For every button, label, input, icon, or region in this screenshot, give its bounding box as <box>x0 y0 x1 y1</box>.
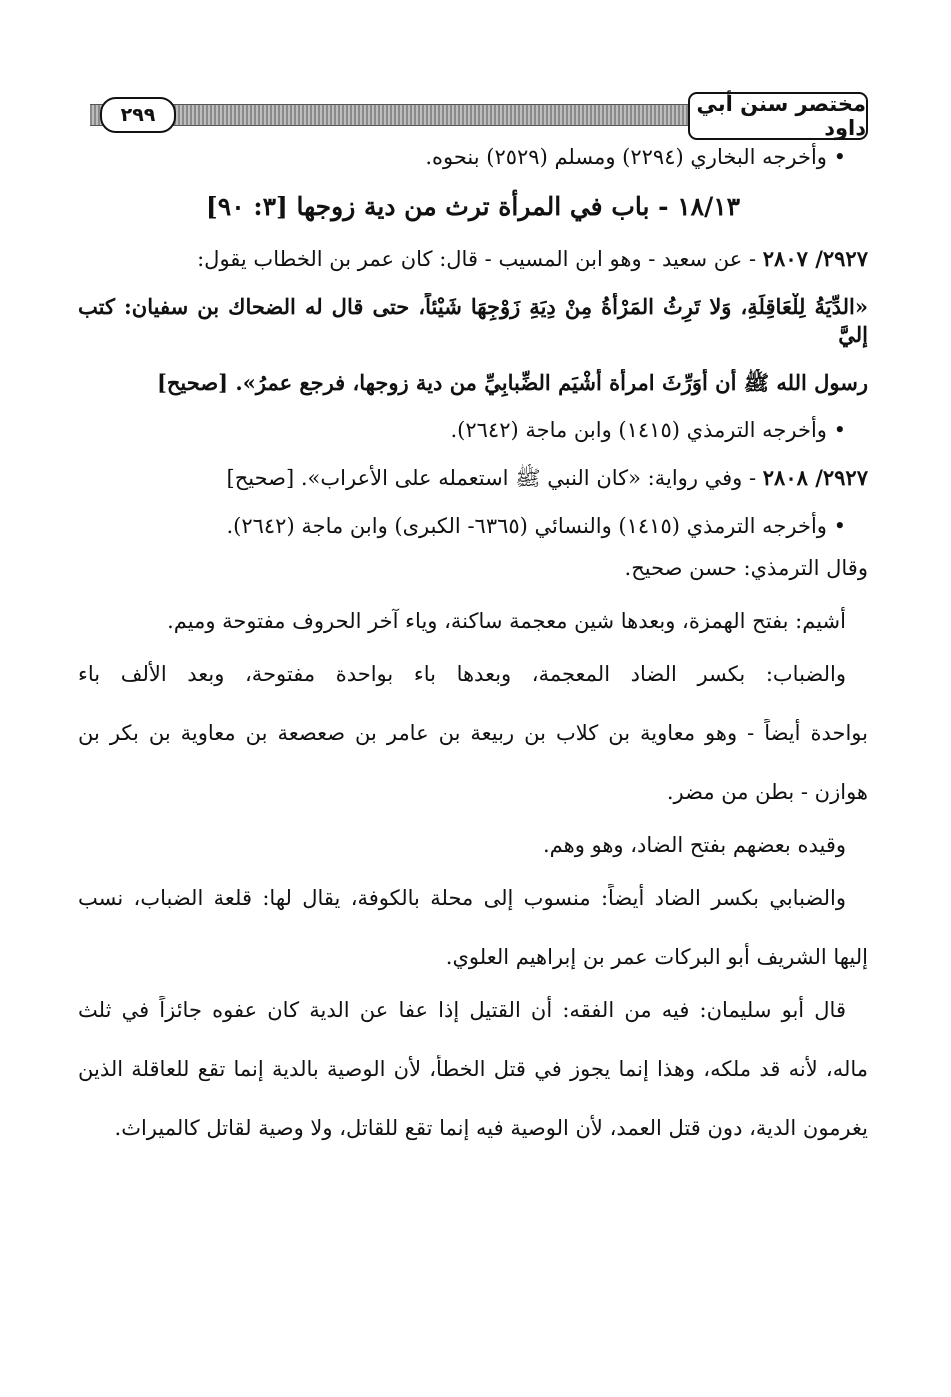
hadith-intro <box>78 245 868 273</box>
commentary-line: والضباب: بكسر الضاد المعجمة، وبعدها باء بواحدة مفتوحة، وبعد الألف باء <box>78 662 846 686</box>
commentary-line: إليها الشريف أبو البركات عمر بن إبراهيم العلوي. <box>445 945 868 969</box>
commentary-line: ماله، لأنه قد ملكه، وهذا إنما يجوز في قتل الخطأ، لأن الوصية بالدية إنما تقع للعاقلة الذين <box>78 1057 868 1081</box>
book-title: مختصر سنن أبي داود <box>688 92 868 140</box>
hadith-text-end: رسول الله ﷺ أن أُوَرِّثَ امرأة أَشْيَم الضِّبابِيِّ من دية زوجها، فرجع عمرُ». [صحيح] <box>156 370 868 395</box>
hadith-number: ٢٩٢٧/ ٢٨٠٨ <box>762 465 868 490</box>
commentary-line: بواحدة أيضاً - وهو معاوية بن كلاب بن ربيعة بن عامر بن صعصعة بن معاوية بن بكر بن <box>78 721 868 745</box>
commentary-line: هوازن - بطن من مضر. <box>666 780 868 804</box>
hadith-intro <box>78 464 868 492</box>
commentary-line: قال أبو سليمان: فيه من الفقه: أن القتيل إذا عفا عن الدية كان عفوه جائزاً في ثلث <box>78 998 846 1022</box>
commentary-line: أشيم: بفتح الهمزة، وبعدها شين معجمة ساكنة، وياء آخر الحروف مفتوحة وميم. <box>167 609 846 633</box>
reference-line: • وأخرجه الترمذي (١٤١٥) والنسائي (٦٣٦٥- الكبرى) وابن ماجة (٢٦٤٢). <box>226 514 846 538</box>
text-body <box>78 143 868 1142</box>
commentary-line: وقال الترمذي: حسن صحيح. <box>624 556 868 580</box>
header-rule <box>90 104 690 126</box>
document-page <box>78 80 868 1142</box>
commentary-line: يغرمون الدية، دون قتل العمد، لأن الوصية فيه إنما تقع للقاتل، ولا وصية لقاتل كالميراث. <box>114 1116 868 1140</box>
commentary-line: وقيده بعضهم بفتح الضاد، وهو وهم. <box>542 833 846 857</box>
chapter-heading: ١٨/١٣ - باب في المرأة ترث من دية زوجها [٣: ٩٠] <box>205 192 741 221</box>
hadith-intro-text: - عن سعيد - وهو ابن المسيب - قال: كان عمر بن الخطاب يقول: <box>197 247 763 271</box>
reference-line: • وأخرجه الترمذي (١٤١٥) وابن ماجة (٢٦٤٢). <box>450 418 846 442</box>
commentary-line: والضبابي بكسر الضاد أيضاً: منسوب إلى محلة بالكوفة، يقال لها: قلعة الضباب، نسب <box>78 886 846 910</box>
page-number: ٢٩٩ <box>100 97 176 133</box>
running-header <box>78 80 868 148</box>
hadith-text: «الدِّيَةُ لِلْعَاقِلَةِ، وَلا تَرِثُ المَرْأَةُ مِنْ دِيَةِ زَوْجِهَا شَيْئاً، حتى قال له الضحاك بن سفيان: كتب إليَّ <box>78 294 868 347</box>
hadith-intro-text: - وفي رواية: «كان النبي ﷺ استعمله على الأعراب». [صحيح] <box>226 466 763 490</box>
hadith-number: ٢٩٢٧/ ٢٨٠٧ <box>762 246 868 271</box>
reference-line: • وأخرجه البخاري (٢٢٩٤) ومسلم (٢٥٢٩) بنحوه. <box>425 145 846 169</box>
